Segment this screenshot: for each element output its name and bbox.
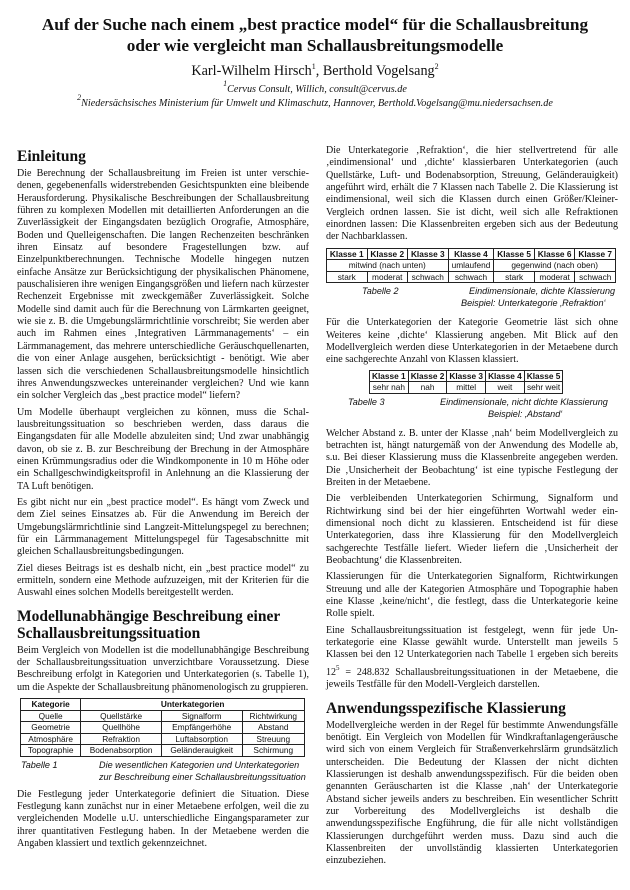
paragraph: Modellvergleiche werden in der Regel für bestimmte Anwendungsfälle benötigt. Ein Vergleich von Modellen für Windkraftanlagengeräusche wird sich von einem Vergleich für Straßenverkehrslärm grundsätzlich unterscheiden. Die Bedeutung der Klassen der nicht dichten Klassierungen ist deshalb anwendungsspezifisch. Für die beiden oben genannten Geräuscharten ist die Klasse ‚nah‘ der Unterkategorie Abstand sicher jeweils anders zu beschreiben. Ein wesentlicher Schritt zur Vorbereitung des Modellvergleichs ist deshalb die anwendungsspezifische Engführung, die für alle nicht vollständigen Klassierungen durchgeführt werden muss. Dazu sind auch die Klassenbreiten der unvollständig klassierten Unterkategorien einzubeziehen.: [326, 719, 618, 867]
paragraph: Die verbleibenden Unterkategorien Schirmung, Signalform und Richtwirkung sind bei der hier eingeführten Wortwahl weder eindimensional noch dicht zu klassieren. Entscheidend ist für diese Unterkategorien, dass ihre Klassierung für den Modellvergleich sachgerechte Testfälle liefert. Wieder liefern die ‚Unsicherheit der Beobachtung‘ die Klassenbreiten.: [326, 493, 618, 567]
table-cell: schwach: [408, 271, 449, 283]
paragraph: [326, 625, 618, 692]
table-cell: moderat: [367, 271, 408, 283]
affiliation-marker: 1: [223, 79, 228, 88]
table-header-cell: Klasse 3: [447, 370, 486, 382]
author-name: Berthold Vogelsang: [322, 63, 435, 79]
table-row: [21, 745, 305, 757]
table-header-cell: Klasse 1: [327, 248, 368, 260]
table-cell: Quellhöhe: [81, 722, 162, 734]
table-cell: sehr nah: [370, 382, 409, 394]
paragraph: Klassierungen für die Unterkategorien Signalform, Richtwirkungen Streuung und alle der Kategorien Atmosphäre und Topographie haben eine Klasse ‚keine/nicht‘, die festlegt, dass die Unterkategorie keine Rolle spielt.: [326, 571, 618, 620]
table-1: [20, 698, 305, 757]
table-row: [21, 710, 305, 722]
section-heading-einleitung: Einleitung: [17, 148, 86, 165]
author-separator: ,: [315, 63, 323, 79]
left-column: [17, 148, 309, 854]
table-cell: moderat: [534, 271, 575, 283]
table-header-cell: Klasse 5: [524, 370, 563, 382]
table-header-cell: Klasse 4: [448, 248, 494, 260]
table-header-cell: Klasse 4: [486, 370, 525, 382]
paragraph: Für die Unterkategorien der Kategorie Geometrie läst sich ohne Weiteres keine ‚dichte‘ Klassierung angeben. Mit Blick auf den Modellvergleich werden diese Unterkategorien in der Metaebene durch eine sachgerechte Anzahl von Klassen klassiert.: [326, 317, 618, 366]
table-row: [327, 260, 616, 272]
table-cell: Refraktion: [81, 733, 162, 745]
table-header-cell: Klasse 5: [494, 248, 535, 260]
caption-text: Die wesentlichen Kategorien und Unterkategorien: [99, 759, 300, 770]
paragraph: Um Modelle überhaupt vergleichen zu können, muss die Schallausbreitungssituation so beschrieben werden, dass daraus die Eingangsdaten für alle Modelle abzuleiten sind; Und zwar unabhängig davon, ob sie z. B. zur Beschreibung der Brechung in der Atmosphäre einen Krümmungsradius oder die Windkomponente in 10 m Höhe oder ein Schallgeschwindigkeitsprofil in Anlehnung an die Klassierung der TA Luft benötigen.: [17, 406, 309, 492]
table-row: [327, 271, 616, 283]
paragraph: Die Berechnung der Schallausbreitung im Freien ist unter verschiedenen, gegebenenfalls widerstrebenden Gesichtspunkten eine bleibende Herausforderung. Physikalische Beschreibungen der Schallausbreitung führen zu komplexen Modellen mit detaillierten Anforderungen an die Zuverlässigkeit der Eingangsdaten bezüglich Orografie, Atmosphäre, Boden und Quelleigenschaften. Die langen Rechenzeiten beschränken ihren Einsatz auf besondere Fragestellungen bzw. auf Einzelpunktberechnungen. Technische Modelle hingegen nutzen einfache Ansätze zur Berücksichtigung der physikalischen Phänomene, pauschalisieren ihre wenigen Eingangsgrößen und liefern nach kürzester Rechenzeit Ergebnisse mit zweckgemäßer Zuverlässigkeit. Solche Modelle sind damit auch für die Berechnung von Lärmkarten geeignet, wie sie z. B. die Umgebungslärmrichtlinie vorschreibt; Sie werden aber auch im Rahmen eines ‚Integrativen Lärmmanagements‘ – ein Lärmmanagement, das mehrere unterschiedliche Geräuschquellenarten, die von einer Anlage ausgehen, berücksichtigt - benötigt. Wie aber lassen sich die verschiedenen Schallausbreitungsmodelle hinsichtlich ihres Anwendungszweckes untereinander vergleichen? Und wie kann ein solcher Vergleich das „best practice model“ liefern?: [17, 168, 309, 402]
table-header-cell: Kategorie: [21, 699, 81, 711]
paragraph: Es gibt nicht nur ein „best practice model“. Es hängt vom Zweck und dem Ziel seines Einsatzes ab. Für die Anwendung im Bereich der Umgebungslärmrichtlinie sind Langzeit-Mittelungspegel zu berechnen; für ein Lärmmanagement Mittelungspegel für Tagesabschnitte mit gleichen Schallausbreitungsbedingungen.: [17, 496, 309, 558]
exponent: 5: [336, 663, 340, 672]
table-cell: gegenwind (nach oben): [494, 260, 616, 272]
table-cell: Bodenabsorption: [81, 745, 162, 757]
table-header-cell: Klasse 3: [408, 248, 449, 260]
caption-text: Eindimensionale, dichte Klassierung: [469, 286, 616, 297]
caption-text: Beispiel: ‚Abstand‘: [488, 408, 563, 419]
section-heading-anwendungsspezifisch: Anwendungsspezifische Klassierung: [326, 699, 566, 717]
paragraph: Die Unterkategorie ‚Refraktion‘, die hier stellvertretend für alle ‚eindimensional‘ und ‚dichte‘ klassierbaren Unterkategorien (auch Quellstärke, Luft- und Bodenabsorption, Streuung, Geländerauigkeit) angeführt wird, erhält die 7 Klassen nach Tabelle 2. Die Klassierung ist eindimensional, weil sich die Klassen durch einen Größer/Kleiner-Vergleich ordnen lassen. Sie ist dicht, weil sich alle Refraktionen einordnen lassen: Die Klassenbreiten ergeben sich aus der Bedeutung der Nachbarklassen.: [326, 145, 618, 243]
author-affiliation-marker: 2: [434, 62, 439, 71]
caption-label: Tabelle 2: [362, 286, 399, 297]
table-1-caption: [21, 759, 309, 783]
paragraph: Ziel dieses Beitrags ist es deshalb nicht, ein „best practice model“ zu ermitteln, sondern eine Methode aufzuzeigen, mit der Kriterien für die Auswahl eines solchen Modells bereitgestellt werden.: [17, 562, 309, 599]
author-affiliation-marker: 1: [311, 62, 316, 71]
table-cell: Geländerauigkeit: [161, 745, 242, 757]
table-row: [21, 722, 305, 734]
table-cell: Streuung: [242, 733, 305, 745]
table-cell: Abstand: [242, 722, 305, 734]
table-header-row: [327, 248, 616, 260]
table-cell: Schirmung: [242, 745, 305, 757]
author-name: Karl-Wilhelm Hirsch: [191, 63, 312, 79]
table-2: [326, 248, 616, 284]
table-cell: Richtwirkung: [242, 710, 305, 722]
table-cell: Geometrie: [21, 722, 81, 734]
table-header-cell: Klasse 6: [534, 248, 575, 260]
table-cell: Atmosphäre: [21, 733, 81, 745]
caption-text: zur Beschreibung einer Schallausbreitungssituation: [99, 771, 306, 782]
table-cell: Quellstärke: [81, 710, 162, 722]
paragraph-text: = 248.832 Schallausbreitungssituationen in der Metaebene, die jeweils Testfälle für den Modell-Vergleich darstellen.: [326, 666, 618, 691]
table-cell: umlaufend: [448, 260, 494, 272]
right-column: [326, 145, 618, 872]
table-cell: Quelle: [21, 710, 81, 722]
table-3-caption: [348, 396, 618, 420]
table-header-row: [21, 699, 305, 711]
caption-text: Eindimensionale, nicht dichte Klassierung: [440, 396, 608, 407]
table-cell: Topographie: [21, 745, 81, 757]
paragraph: Die Festlegung jeder Unterkategorie definiert die Situation. Diese Festlegung kann zunächst nur in einer Metaebene erfolgen, weil die zu vergleichenden Modelle u.U. unterschiedliche Eingangsparameter zur ihrer quantitativen Festlegung haben. In der Metaebene werden die Angaben klassiert und textlich gekennzeichnet.: [17, 788, 309, 849]
table-cell: mitwind (nach unten): [327, 260, 449, 272]
table-header-cell: Klasse 2: [367, 248, 408, 260]
table-cell: Luftabsorption: [161, 733, 242, 745]
table-cell: schwach: [575, 271, 616, 283]
paragraph-text: Eine Schallausbreitungssituation ist festgelegt, wenn für jede Unterkategorie eine Klasse gewählt wurde. Unterstellt man jeweils 5 Klassen bei den 12 Unterkategorien nach Tabelle 1 ergeben sich bereits 12: [326, 624, 618, 678]
caption-text: Beispiel: Unterkategorie ‚Refraktion‘: [461, 298, 606, 309]
table-cell: stark: [327, 271, 368, 283]
table-cell: stark: [494, 271, 535, 283]
table-header-row: [370, 370, 563, 382]
table-row: [21, 733, 305, 745]
table-cell: schwach: [448, 271, 494, 283]
table-cell: Empfängerhöhe: [161, 722, 242, 734]
paragraph: Beim Vergleich von Modellen ist die modellunabhängige Beschreibung der Schallausbreitungssituation unverzichtbare Voraussetzung. Diese Beschreibung erfolgt in Kategorien und Unterkategorien (s. Tabelle 1), um die Aspekte der Schallausbreitung phänomenologisch zu gruppieren.: [17, 644, 309, 693]
affiliation-marker: 2: [77, 93, 82, 102]
table-cell: Signalform: [161, 710, 242, 722]
caption-label: Tabelle 3: [348, 396, 385, 407]
title-line-2: oder wie vergleicht man Schallausbreitungsmodelle: [126, 36, 504, 55]
affiliation-2: [0, 91, 630, 110]
table-header-cell: Klasse 7: [575, 248, 616, 260]
title-line-1: Auf der Suche nach einem „best practice model“ für die Schallausbreitung: [41, 15, 589, 34]
table-cell: mittel: [447, 382, 486, 394]
table-header-cell: Klasse 2: [408, 370, 447, 382]
affiliation-text: Cervus Consult, Willich, consult@cervus.de: [227, 84, 407, 95]
table-cell: weit: [486, 382, 525, 394]
affiliation-text: Niedersächsisches Ministerium für Umwelt und Klimaschutz, Hannover, Berthold.Vogelsang@mu.niedersachsen.de: [81, 98, 553, 109]
table-header-cell: Klasse 1: [370, 370, 409, 382]
table-cell: sehr weit: [524, 382, 563, 394]
caption-label: Tabelle 1: [21, 759, 58, 770]
table-row: [370, 382, 563, 394]
table-cell: nah: [408, 382, 447, 394]
paper-title: [0, 14, 630, 56]
table-header-cell: Unterkategorien: [81, 699, 305, 711]
paragraph: Welcher Abstand z. B. unter der Klasse ‚nah‘ beim Modellvergleich zu betrachten ist, hängt naturgemäß von der Anwendung des Modelle ab, s.u. Bei dieser Klassierung muss die Klassenbreite angegeben werden. Die ‚Unsicherheit der Beobachtung‘ ist eine typische Festlegung der Breiten in der Metaebene.: [326, 427, 618, 488]
section-heading-modellunabhaengig: Modellunabhängige Beschreibung einer Schallausbreitungssituation: [17, 607, 280, 642]
table-3: [369, 370, 563, 394]
table-2-caption: [362, 285, 618, 309]
